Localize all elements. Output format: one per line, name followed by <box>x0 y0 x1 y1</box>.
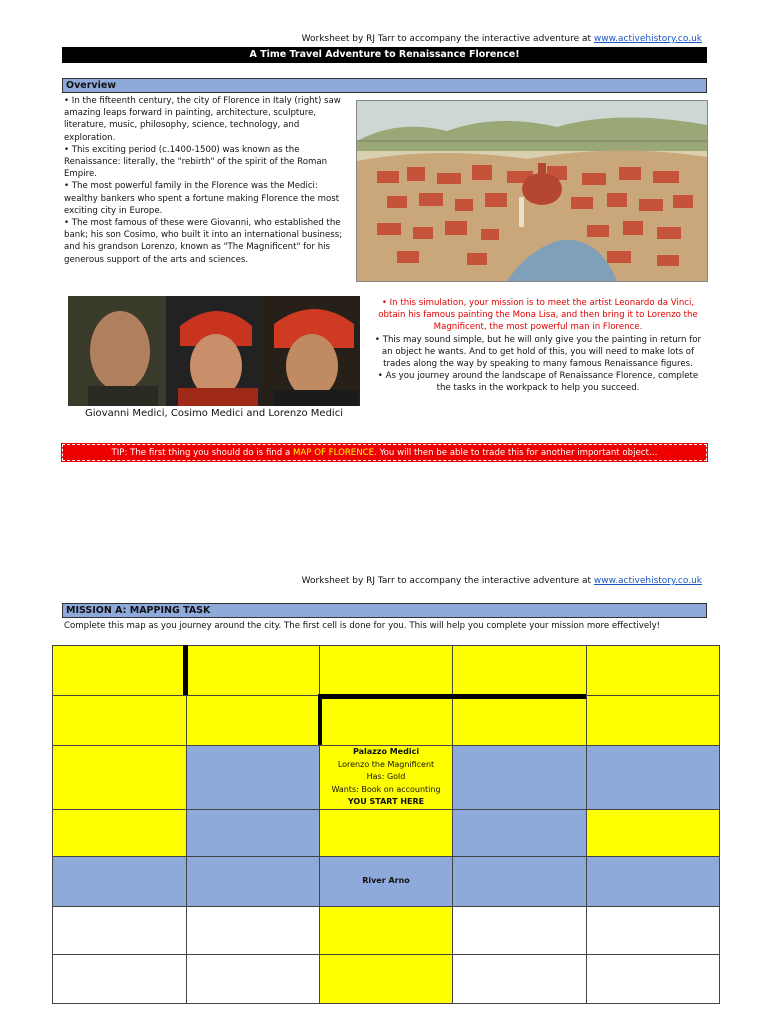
medici-portraits <box>68 296 360 406</box>
map-cell[interactable] <box>587 856 720 906</box>
tip-banner <box>62 444 707 461</box>
start-cell-name: Palazzo Medici <box>352 747 420 756</box>
map-cell[interactable] <box>320 954 453 1003</box>
activehistory-link[interactable]: www.activehistory.co.uk <box>593 34 702 44</box>
overview-text <box>64 95 348 266</box>
map-cell[interactable] <box>587 809 720 856</box>
map-cell[interactable] <box>453 856 587 906</box>
start-cell-has: Has: Gold <box>366 772 406 781</box>
credit-line-2 <box>200 576 702 586</box>
medici-portraits-illustration <box>68 296 360 406</box>
map-cell[interactable] <box>187 746 320 810</box>
map-cell[interactable] <box>187 696 320 746</box>
map-cell[interactable] <box>53 746 187 810</box>
map-cell[interactable] <box>187 856 320 906</box>
credit-text: Worksheet by RJ Tarr to accompany the interactive adventure at <box>301 576 592 586</box>
florence-map-image <box>356 100 708 282</box>
tip-highlight: MAP OF FLORENCE. <box>293 448 377 458</box>
mission-trade-text: • This may sound simple, but he will only give you the painting in return for an object he wants. And to get hold of this, you will need to make lots of trades along the way by speaking to many famous Renaissance figures. <box>374 334 702 370</box>
map-cell[interactable] <box>187 954 320 1003</box>
overview-bullet: • The most powerful family in the Florence was the Medici: wealthy bankers who spent a fortune making Florence the most exciting city in Europe. <box>64 181 340 216</box>
map-cell[interactable] <box>187 906 320 954</box>
map-cell[interactable] <box>587 646 720 696</box>
map-cell[interactable] <box>587 746 720 810</box>
palazzo-medici-cell <box>320 746 453 810</box>
map-cell[interactable] <box>453 954 587 1003</box>
map-cell[interactable] <box>53 954 187 1003</box>
map-cell[interactable] <box>453 809 587 856</box>
overview-bullet: • In the fifteenth century, the city of Florence in Italy (right) saw amazing leaps forward in painting, architecture, sculpture, literature, music, philosophy, science, technology, and exploration. <box>64 96 341 143</box>
map-cell[interactable] <box>187 809 320 856</box>
overview-bullet: • This exciting period (c.1400-1500) was known as the Renaissance: literally, the "rebirth" of the spirit of the Roman Empire. <box>64 144 328 180</box>
florence-map-illustration <box>357 101 707 281</box>
activehistory-link[interactable]: www.activehistory.co.uk <box>593 576 702 586</box>
map-cell[interactable] <box>320 809 453 856</box>
map-cell[interactable] <box>320 696 453 746</box>
map-cell[interactable] <box>53 906 187 954</box>
mission-goal-text: • In this simulation, your mission is to meet the artist Leonardo da Vinci, obtain his famous painting the Mona Lisa, and then bring it to Lorenzo the Magnificent, the most powerful man in Florence. <box>378 298 698 333</box>
map-cell[interactable] <box>587 954 720 1003</box>
map-cell[interactable] <box>453 646 587 696</box>
map-cell[interactable] <box>453 696 587 746</box>
river-arno-cell: River Arno <box>320 856 453 906</box>
map-cell[interactable] <box>453 746 587 810</box>
map-cell[interactable] <box>320 646 453 696</box>
map-cell[interactable] <box>453 906 587 954</box>
map-cell[interactable] <box>587 906 720 954</box>
map-cell[interactable] <box>53 809 187 856</box>
start-cell-person: Lorenzo the Magnificent <box>337 759 435 769</box>
mission-text <box>370 297 706 395</box>
map-cell[interactable] <box>187 646 320 696</box>
map-cell[interactable] <box>53 646 187 696</box>
tip-prefix: TIP: The first thing you should do is find a <box>111 448 291 458</box>
map-cell[interactable] <box>53 696 187 746</box>
mission-workpack-text: • As you journey around the landscape of Renaissance Florence, complete the tasks in the workpack to help you succeed. <box>377 371 699 394</box>
map-wall <box>318 694 586 699</box>
mission-a-heading: MISSION A: MAPPING TASK <box>62 603 707 618</box>
portrait-caption: Giovanni Medici, Cosimo Medici and Lorenzo Medici <box>85 408 343 419</box>
map-cell[interactable] <box>320 906 453 954</box>
map-cell[interactable] <box>53 856 187 906</box>
map-cell[interactable] <box>587 696 720 746</box>
map-wall <box>318 694 322 745</box>
start-cell-start: YOU START HERE <box>347 797 425 806</box>
page-title: A Time Travel Adventure to Renaissance Florence! <box>62 47 707 63</box>
credit-line <box>200 34 702 44</box>
overview-bullet: • The most famous of these were Giovanni, who established the bank; his son Cosimo, who built it into an international business; and his grandson Lorenzo, known as "The Magnificent" for his generous support of the arts and sciences. <box>64 218 343 265</box>
overview-heading: Overview <box>62 78 707 93</box>
start-cell-wants: Wants: Book on accounting <box>331 784 441 794</box>
map-wall <box>183 645 188 695</box>
mission-instructions: Complete this map as you journey around the city. The first cell is done for you. This will help you complete your mission more effectively! <box>64 621 661 631</box>
tip-suffix: You will then be able to trade this for another important object… <box>379 448 658 458</box>
credit-text: Worksheet by RJ Tarr to accompany the interactive adventure at <box>301 34 592 44</box>
